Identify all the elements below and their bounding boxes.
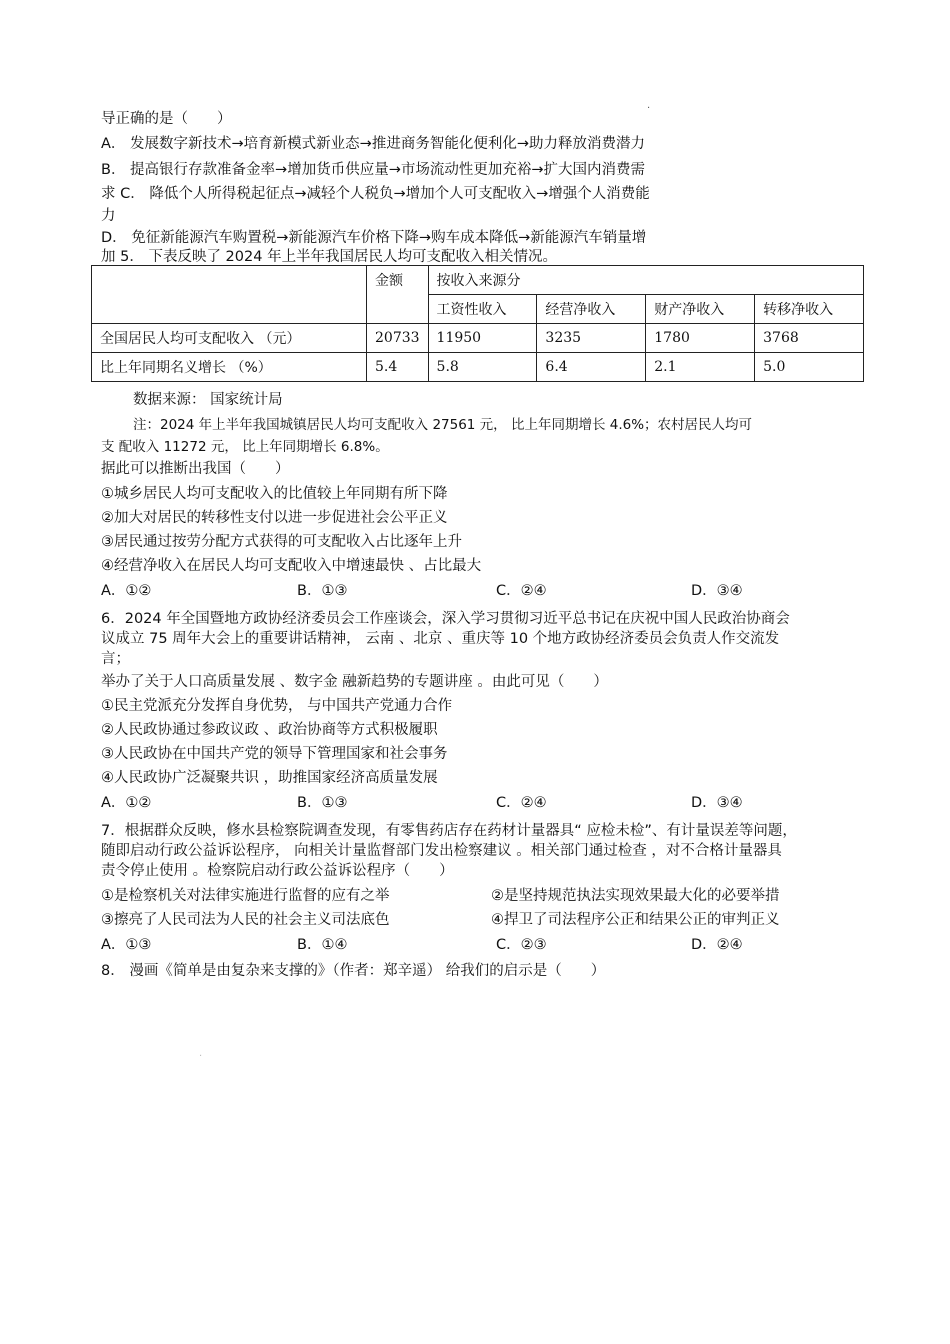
note-line-2: 支 配收入 11272 元， 比上年同期增长 6.8%。 — [101, 439, 389, 455]
cell-amount: 20733 — [367, 324, 429, 353]
q5-choice-b[interactable]: B．①③ — [297, 583, 348, 599]
q5-intro: 加 5． 下表反映了 2024 年上半年我国居民人均可支配收入相关情况。 — [101, 249, 558, 265]
q6-item-4: ④人民政协广泛凝聚共识 ，助推国家经济高质量发展 — [101, 770, 438, 786]
table-row — [92, 324, 864, 353]
row-label: 全国居民人均可支配收入 （元） — [92, 324, 367, 353]
q5-choice-a[interactable]: A．①② — [101, 583, 152, 599]
q7-choice-b[interactable]: B．①④ — [297, 937, 348, 953]
header-wage: 工资性收入 — [428, 295, 537, 324]
q4-stem-tail: 导正确的是（ ） — [101, 111, 232, 127]
header-transfer: 转移净收入 — [755, 295, 864, 324]
header-amount: 金额 — [367, 266, 429, 324]
q4-option-c-cont: 力 — [101, 208, 116, 224]
cell-transfer: 5.0 — [755, 353, 864, 382]
q8-stem: 8． 漫画《简单是由复杂来支撑的》（作者：郑辛遥） 给我们的启示是（ ） — [101, 963, 606, 979]
q6-line-3: 言； — [101, 651, 130, 667]
note-line-1: 注：2024 年上半年我国城镇居民人均可支配收入 27561 元， 比上年同期增长 4.6%；农村居民人均可 — [133, 417, 753, 433]
q7-choice-a[interactable]: A．①③ — [101, 937, 152, 953]
cell-business: 6.4 — [537, 353, 646, 382]
q7-item-2: ②是坚持规范执法实现效果最大化的必要举措 — [491, 888, 780, 904]
data-source: 数据来源： 国家统计局 — [133, 392, 283, 408]
q6-choice-b[interactable]: B．①③ — [297, 795, 348, 811]
q7-choice-d[interactable]: D．②④ — [691, 937, 743, 953]
q7-item-3: ③擦亮了人民司法为人民的社会主义司法底色 — [101, 912, 390, 928]
q6-line-1: 6．2024 年全国暨地方政协经济委员会工作座谈会，深入学习贯彻习近平总书记在庆祝中国人民政治协商会 — [101, 611, 790, 627]
header-property: 财产净收入 — [646, 295, 755, 324]
cell-business: 3235 — [537, 324, 646, 353]
q4-option-a[interactable]: A． 发展数字新技术→培育新模式新业态→推进商务智能化便利化→助力释放消费潜力 — [101, 136, 645, 152]
table-corner — [92, 266, 367, 324]
q5-item-2: ②加大对居民的转移性支付以进一步促进社会公平正义 — [101, 510, 448, 526]
cell-amount: 5.4 — [367, 353, 429, 382]
q7-choice-c[interactable]: C．②③ — [496, 937, 547, 953]
q6-choice-a[interactable]: A．①② — [101, 795, 152, 811]
q6-line-2: 议成立 75 周年大会上的重要讲话精神， 云南 、北京 、重庆等 10 个地方政协经济委员会负责人作交流发 — [101, 631, 780, 647]
speck-mark: . — [199, 1048, 203, 1059]
q4-option-c[interactable]: 求 C． 降低个人所得税起征点→减轻个人税负→增加个人可支配收入→增强个人消费能 — [101, 186, 650, 202]
row-label: 比上年同期名义增长 （%） — [92, 353, 367, 382]
q6-stem: 举办了关于人口高质量发展 、数字金 融新趋势的专题讲座 。由此可见（ ） — [101, 674, 608, 690]
q7-line-1: 7．根据群众反映，修水县检察院调查发现，有零售药店存在药材计量器具“ 应检未检”、有计量误差等问题， — [101, 823, 797, 839]
q6-choice-d[interactable]: D．③④ — [691, 795, 743, 811]
cell-property: 2.1 — [646, 353, 755, 382]
q6-choice-c[interactable]: C．②④ — [496, 795, 547, 811]
cell-transfer: 3768 — [755, 324, 864, 353]
q5-item-4: ④经营净收入在居民人均可支配收入中增速最快 、占比最大 — [101, 558, 482, 574]
header-business: 经营净收入 — [537, 295, 646, 324]
q5-item-1: ①城乡居民人均可支配收入的比值较上年同期有所下降 — [101, 486, 448, 502]
speck-mark: . — [647, 100, 651, 111]
table-row — [92, 353, 864, 382]
income-table — [91, 265, 864, 382]
header-by-source: 按收入来源分 — [428, 266, 863, 295]
cell-property: 1780 — [646, 324, 755, 353]
q6-item-3: ③人民政协在中国共产党的领导下管理国家和社会事务 — [101, 746, 448, 762]
q4-option-d[interactable]: D． 免征新能源汽车购置税→新能源汽车价格下降→购车成本降低→新能源汽车销量增 — [101, 230, 647, 246]
table-header-row — [92, 266, 864, 295]
q6-item-1: ①民主党派充分发挥自身优势， 与中国共产党通力合作 — [101, 698, 453, 714]
q7-line-3: 责令停止使用 。检察院启动行政公益诉讼程序（ ） — [101, 863, 454, 879]
q4-option-b[interactable]: B． 提高银行存款准备金率→增加货币供应量→市场流动性更加充裕→扩大国内消费需 — [101, 162, 646, 178]
q5-item-3: ③居民通过按劳分配方式获得的可支配收入占比逐年上升 — [101, 534, 462, 550]
q5-choice-c[interactable]: C．②④ — [496, 583, 547, 599]
q5-stem: 据此可以推断出我国（ ） — [101, 461, 290, 477]
cell-wage: 11950 — [428, 324, 537, 353]
q7-item-1: ①是检察机关对法律实施进行监督的应有之举 — [101, 888, 390, 904]
q5-choice-d[interactable]: D．③④ — [691, 583, 743, 599]
q6-item-2: ②人民政协通过参政议政 、政治协商等方式积极履职 — [101, 722, 438, 738]
cell-wage: 5.8 — [428, 353, 537, 382]
q7-line-2: 随即启动行政公益诉讼程序， 向相关计量监督部门发出检察建议 。相关部门通过检查 ，对不合格计量器具 — [101, 843, 782, 859]
q7-item-4: ④捍卫了司法程序公正和结果公正的审判正义 — [491, 912, 780, 928]
